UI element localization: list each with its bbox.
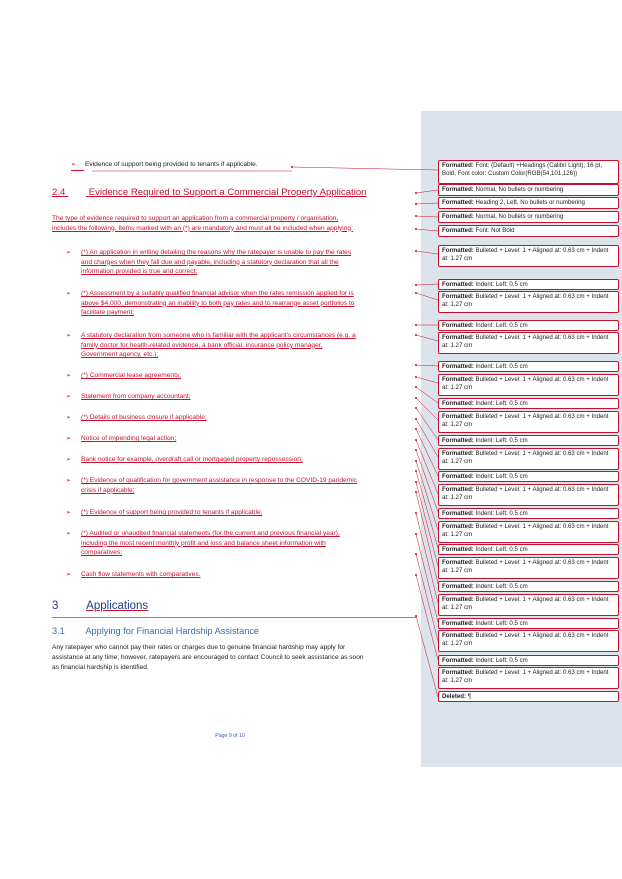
balloon-label: Formatted:: [442, 450, 474, 457]
list-item-line: Government agency, etc.);: [81, 351, 159, 359]
connector-anchor: [415, 250, 417, 252]
balloon-text: Indent: Left: 0.5 cm: [475, 546, 528, 553]
markup-balloon-bulleted[interactable]: [438, 245, 619, 267]
balloon-text: Indent: Left: 0.5 cm: [475, 620, 528, 627]
bullet-glyph: ➢: [66, 510, 72, 516]
markup-balloon-indent[interactable]: [438, 618, 619, 629]
balloon-label: Formatted:: [442, 632, 474, 639]
balloon-label: Formatted:: [442, 596, 474, 603]
connector-anchor: [415, 215, 417, 217]
heading-3-number: 3: [52, 600, 59, 612]
connector-anchor: [415, 512, 417, 514]
bullet-glyph: ➢: [66, 333, 72, 339]
connector-anchor: [415, 386, 417, 388]
connector-anchor: [415, 460, 417, 462]
heading-2-4-title: Evidence Required to Support a Commercial Property Application: [88, 187, 367, 198]
balloon-text: ¶: [467, 693, 472, 700]
balloon-label: Formatted:: [442, 281, 474, 288]
balloon-text: Bulleted + Level: 1 + Aligned at: 0.63 cm + Indent at: 1.27 cm: [442, 596, 609, 612]
markup-balloon-indent[interactable]: [438, 581, 619, 592]
markup-balloon-bulleted[interactable]: [438, 557, 619, 579]
bullet-glyph: ➢: [66, 457, 72, 463]
markup-balloon-bulleted[interactable]: [438, 448, 619, 470]
markup-balloon-bulleted[interactable]: [438, 291, 619, 313]
connector-anchor: [415, 439, 417, 441]
balloon-text: Indent: Left: 0.5 cm: [475, 437, 528, 444]
list-item-line: crisis if applicable;: [81, 486, 135, 494]
list-item-line: facilitate payment;: [81, 309, 135, 317]
connector-anchor: [415, 418, 417, 420]
heading-3-title: Applications: [86, 600, 149, 612]
page-footer: Page 9 of 10: [215, 733, 245, 739]
heading-3-1-title: Applying for Financial Hardship Assistance: [85, 626, 260, 636]
balloon-text: Indent: Left: 0.5 cm: [475, 322, 528, 329]
connector-anchor: [291, 166, 293, 168]
markup-balloon-bulleted[interactable]: [438, 630, 619, 652]
balloon-text: Bulleted + Level: 1 + Aligned at: 0.63 cm + Indent at: 1.27 cm: [442, 334, 609, 350]
markup-balloon-heading-font[interactable]: [438, 160, 619, 184]
balloon-text: Normal, No bullets or numbering: [475, 186, 564, 193]
balloon-text: Indent: Left: 0.5 cm: [475, 510, 528, 517]
list-item-line: Statement from company accountant;: [81, 393, 191, 400]
list-item-line: and charges when they fall due and payable, including a statutory declaration that all the: [81, 258, 339, 266]
list-item-line: (*) Commercial lease agreements;: [81, 372, 182, 379]
markup-balloon-indent[interactable]: [438, 544, 619, 555]
balloon-label: Formatted:: [442, 400, 474, 407]
balloon-label: Formatted:: [442, 546, 474, 553]
list-item-line: Bank notice for example, overdraft call or mortgaged property repossession;: [81, 456, 303, 463]
balloon-text: Bulleted + Level: 1 + Aligned at: 0.63 cm + Indent at: 1.27 cm: [442, 632, 609, 648]
balloon-label: Formatted:: [442, 486, 474, 493]
list-item-line: (*) Assessment by a suitably qualified financial advisor when the rates remission applied for is: [81, 290, 354, 297]
connector-anchor: [415, 397, 417, 399]
connector-anchor: [415, 428, 417, 430]
balloon-label: Formatted:: [442, 162, 474, 169]
bullet-glyph: ➢: [71, 162, 77, 168]
bullet-glyph: ➢: [66, 478, 72, 484]
balloon-label: Formatted:: [442, 523, 474, 530]
body-line-1: Any ratepayer who cannot pay their rates or charges due to genuine financial hardship may apply for: [52, 644, 346, 651]
connector-anchor: [415, 203, 417, 205]
list-item-line: family doctor for health-related evidence, a bank official, insurance policy manager,: [81, 341, 323, 349]
bullet-glyph: ➢: [66, 291, 72, 297]
connector-anchor: [415, 292, 417, 294]
list-item-line: comparatives;: [81, 549, 123, 557]
balloon-label: Formatted:: [442, 559, 474, 566]
connector-anchor: [415, 407, 417, 409]
connector-anchor: [415, 284, 417, 286]
markup-balloon-indent[interactable]: [438, 320, 619, 331]
balloon-label: Formatted:: [442, 363, 474, 370]
list-item-line: including the most recent monthly profit and loss and balance sheet information with: [81, 539, 326, 547]
balloon-text: Bulleted + Level: 1 + Aligned at: 0.63 cm + Indent at: 1.27 cm: [442, 293, 609, 309]
list-item-line: Cash flow statements with comparatives.: [81, 571, 201, 578]
list-item-line: (*) Audited or unaudited financial statements (for the current and previous financial year),: [81, 530, 340, 537]
balloon-label: Formatted:: [442, 293, 474, 300]
balloon-text: Bulleted + Level: 1 + Aligned at: 0.63 cm + Indent at: 1.27 cm: [442, 413, 609, 429]
balloon-text: Indent: Left: 0.5 cm: [475, 657, 528, 664]
bullet-glyph: ➢: [66, 436, 72, 442]
balloon-label: Formatted:: [442, 437, 474, 444]
markup-balloon-deleted[interactable]: [438, 691, 619, 702]
markup-balloon-bulleted[interactable]: [438, 374, 619, 396]
list-item-line: above $4,000, demonstrating an inability to both pay rates and to rearrange asset portfolios to: [81, 299, 355, 307]
bullet-glyph: ➢: [66, 250, 72, 256]
balloon-label: Formatted:: [442, 583, 474, 590]
connector-anchor: [415, 574, 417, 576]
connector-anchor: [415, 491, 417, 493]
balloon-label: Formatted:: [442, 510, 474, 517]
balloon-label: Formatted:: [442, 669, 474, 676]
heading-3-1: [52, 626, 259, 636]
balloon-text: Normal, No bullets or numbering: [475, 213, 564, 220]
connector-anchor: [415, 533, 417, 535]
markup-balloon-bulleted[interactable]: [438, 484, 619, 506]
connector-line: [292, 167, 438, 170]
markup-balloon-bulleted[interactable]: [438, 411, 619, 433]
connector-anchor: [415, 449, 417, 451]
markup-balloon-indent[interactable]: [438, 508, 619, 519]
markup-balloon-not-bold[interactable]: [438, 225, 619, 237]
balloon-label: Formatted:: [442, 199, 474, 206]
body-line-2: assistance at any time; however, ratepayers are encouraged to contact Council to seek assistance as soon: [52, 654, 364, 661]
heading-3-1-number: 3.1: [52, 626, 65, 636]
balloon-label: Formatted:: [442, 186, 474, 193]
intro-line-1: The type of evidence required to support an application from a commercial property / organisation,: [52, 215, 339, 222]
balloon-label: Formatted:: [442, 334, 474, 341]
list-item-line: (*) Details of business closure if applicable;: [81, 414, 207, 421]
top-bullet-text: Evidence of support being provided to tenants if applicable.: [85, 161, 258, 168]
connector-anchor: [415, 553, 417, 555]
list-item-line: (*) An application in writing detailing the reasons why the ratepayer is unable to pay the rates: [81, 249, 352, 256]
connector-anchor: [415, 470, 417, 472]
balloon-label: Formatted:: [442, 213, 474, 220]
balloon-text: Font: (Default) +Headings (Calibri Light), 16 pt, Bold, Font color: Custom Color(RGB(54,101,126)): [442, 162, 603, 178]
markup-balloon-bulleted[interactable]: [438, 521, 619, 543]
markup-balloon-indent[interactable]: [438, 361, 619, 372]
bullet-glyph: ➢: [66, 415, 72, 421]
intro-line-2: includes the following. Items marked with an (*) are mandatory and must all be included when applying:: [52, 224, 353, 232]
balloon-text: Bulleted + Level: 1 + Aligned at: 0.63 cm + Indent at: 1.27 cm: [442, 559, 609, 575]
connector-anchor: [415, 334, 417, 336]
list-item-line: (*) Evidence of support being provided to tenants if applicable;: [81, 509, 263, 516]
connector-anchor: [415, 228, 417, 230]
body-line-3: as financial hardship is identified.: [52, 664, 149, 671]
balloon-label: Formatted:: [442, 473, 474, 480]
balloon-text: Indent: Left: 0.5 cm: [475, 400, 528, 407]
balloon-text: Indent: Left: 0.5 cm: [475, 583, 528, 590]
balloon-text: Indent: Left: 0.5 cm: [475, 281, 528, 288]
list-item-line: (*) Evidence of qualification for government assistance in response to the COVID-19 pandemic: [81, 477, 357, 484]
balloon-text: Heading 2, Left, No bullets or numbering: [475, 199, 585, 206]
list-item-line: information provided is true and correct;: [81, 268, 198, 276]
balloon-text: Bulleted + Level: 1 + Aligned at: 0.63 cm + Indent at: 1.27 cm: [442, 523, 609, 539]
balloon-label: Formatted:: [442, 620, 474, 627]
connector-anchor: [415, 324, 417, 326]
balloon-text: Indent: Left: 0.5 cm: [475, 473, 528, 480]
markup-balloon-bulleted[interactable]: [438, 594, 619, 616]
heading-3: [52, 600, 148, 612]
insertion-underline: [71, 170, 84, 171]
markup-balloon-indent[interactable]: [438, 471, 619, 482]
balloon-text: Bulleted + Level: 1 + Aligned at: 0.63 cm + Indent at: 1.27 cm: [442, 247, 609, 263]
markup-balloon-normal-2[interactable]: [438, 211, 619, 223]
balloon-label: Formatted:: [442, 227, 474, 234]
list-item-line: A statutory declaration from someone who is familiar with the applicant's circumstances (e.g. a: [81, 332, 356, 339]
list-item-line: Notice of impending legal action;: [81, 435, 177, 442]
balloon-label: Deleted:: [442, 693, 467, 700]
balloon-text: Bulleted + Level: 1 + Aligned at: 0.63 cm + Indent at: 1.27 cm: [442, 376, 609, 392]
bullet-glyph: ➢: [66, 373, 72, 379]
markup-balloon-indent[interactable]: [438, 279, 619, 290]
markup-balloon-indent[interactable]: [438, 655, 619, 666]
markup-balloon-bulleted[interactable]: [438, 332, 619, 354]
balloon-text: Bulleted + Level: 1 + Aligned at: 0.63 cm + Indent at: 1.27 cm: [442, 450, 609, 466]
heading-2-4-number: 2.4: [52, 187, 66, 198]
markup-balloon-indent[interactable]: [438, 398, 619, 409]
heading-3-rule: [52, 617, 416, 618]
markup-balloon-normal[interactable]: [438, 184, 619, 196]
bullet-glyph: ➢: [66, 394, 72, 400]
balloon-label: Formatted:: [442, 247, 474, 254]
connector-anchor: [415, 192, 417, 194]
balloon-label: Formatted:: [442, 413, 474, 420]
balloon-text: Indent: Left: 0.5 cm: [475, 363, 528, 370]
markup-balloon-heading-2[interactable]: [438, 197, 619, 209]
markup-balloon-bulleted[interactable]: [438, 667, 619, 689]
bullet-glyph: ➢: [66, 531, 72, 537]
balloon-label: Formatted:: [442, 376, 474, 383]
balloon-text: Bulleted + Level: 1 + Aligned at: 0.63 cm + Indent at: 1.27 cm: [442, 486, 609, 502]
balloon-label: Formatted:: [442, 322, 474, 329]
connector-anchor: [415, 481, 417, 483]
balloon-text: Font: Not Bold: [475, 227, 515, 234]
connector-anchor: [415, 376, 417, 378]
connector-anchor: [415, 364, 417, 366]
balloon-text: Bulleted + Level: 1 + Aligned at: 0.63 cm + Indent at: 1.27 cm: [442, 669, 609, 685]
heading-2-4: [52, 187, 367, 198]
markup-balloon-indent[interactable]: [438, 435, 619, 446]
bullet-glyph: ➢: [66, 572, 72, 578]
balloon-label: Formatted:: [442, 657, 474, 664]
